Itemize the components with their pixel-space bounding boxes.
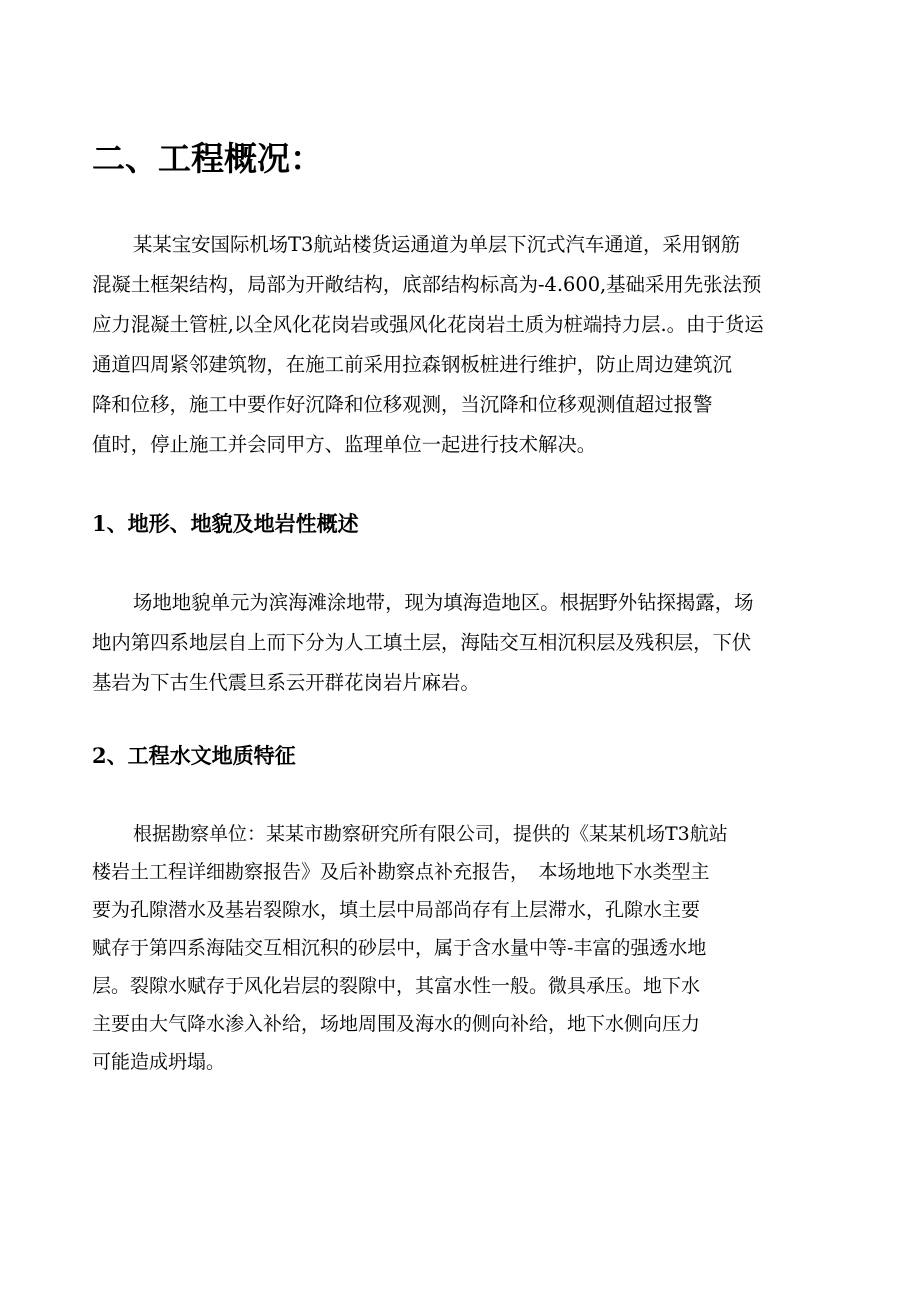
paragraph-line: 降和位移，施工中要作好沉降和位移观测，当沉降和位移观测值超过报警	[92, 393, 713, 416]
paragraph-line: 要为孔隙潜水及基岩裂隙水，填土层中局部尚存有上层滞水，孔隙水主要	[92, 899, 701, 921]
terrain-paragraph	[92, 583, 754, 703]
section-title: 二、工程概况：	[92, 139, 323, 178]
paragraph-line: 层。裂隙水赋存于风化岩层的裂隙中，其富水性一般。微具承压。地下水	[92, 975, 701, 997]
paragraph-line: 根据勘察单位：某某市勘察研究所有限公司，提供的《某某机场T3航站	[133, 823, 728, 845]
paragraph-line: 场地地貌单元为滨海滩涂地带，现为填海造地区。根据野外钻探揭露，场	[133, 591, 754, 614]
paragraph-line: 某某宝安国际机场T3航站楼货运通道为单层下沉式汽车通道，采用钢筋	[133, 233, 740, 256]
paragraph-line: 楼岩土工程详细勘察报告》及后补勘察点补充报告， 本场地地下水类型主	[92, 861, 710, 883]
subsection-title-hydrogeology: 2、工程水文地质特征	[92, 743, 296, 768]
paragraph-line: 应力混凝土管桩,以全风化花岗岩或强风化花岗岩土质为桩端持力层.。由于货运	[92, 313, 764, 336]
paragraph-line: 混凝土框架结构，局部为开敞结构，底部结构标高为-4.600,基础采用先张法预	[92, 273, 762, 296]
paragraph-line: 可能造成坍塌。	[92, 1051, 226, 1073]
paragraph-line: 值时，停止施工并会同甲方、监理单位一起进行技术解决。	[92, 433, 597, 456]
paragraph-line: 基岩为下古生代震旦系云开群花岗岩片麻岩。	[92, 671, 480, 694]
subsection-title-terrain: 1、地形、地貌及地岩性概述	[92, 511, 359, 536]
paragraph-line: 通道四周紧邻建筑物，在施工前采用拉森钢板桩进行维护，防止周边建筑沉	[92, 353, 732, 376]
paragraph-line: 地内第四系地层自上而下分为人工填土层，海陆交互相沉积层及残积层，下伏	[92, 631, 752, 654]
paragraph-line: 主要由大气降水渗入补给，场地周围及海水的侧向补给，地下水侧向压力	[92, 1013, 701, 1035]
intro-paragraph	[92, 225, 764, 465]
hydrogeology-paragraph	[92, 815, 728, 1081]
paragraph-line: 赋存于第四系海陆交互相沉积的砂层中，属于含水量中等-丰富的强透水地	[92, 937, 707, 959]
